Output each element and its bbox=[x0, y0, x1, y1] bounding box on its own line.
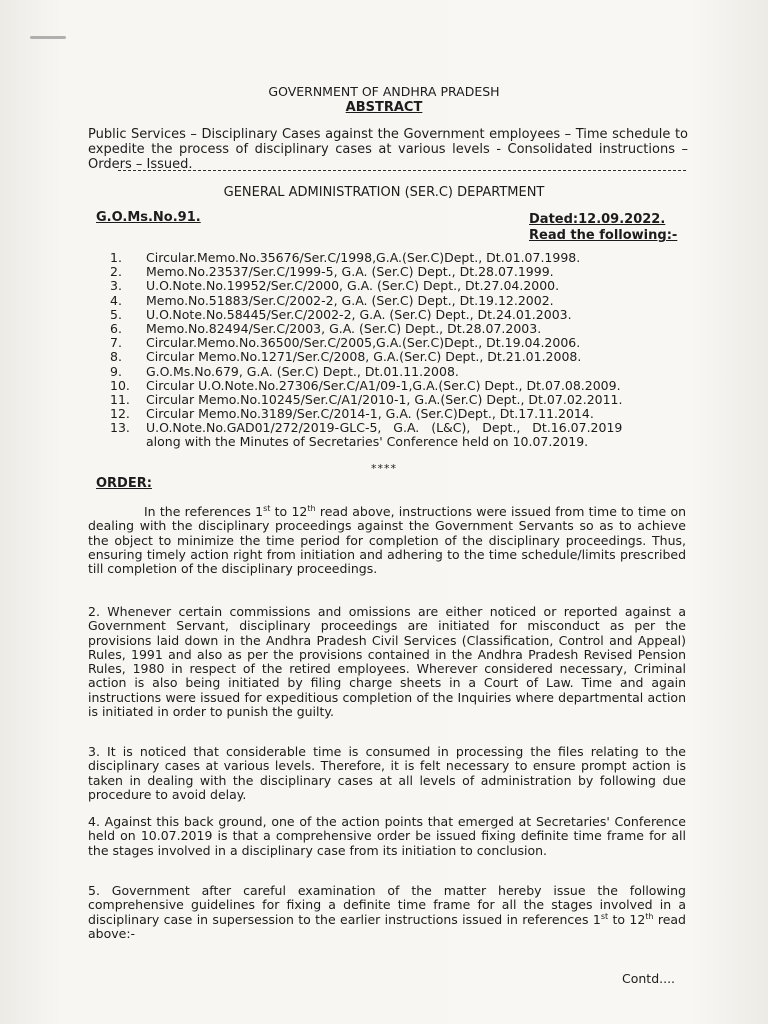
reference-number: 2. bbox=[110, 264, 122, 280]
reference-text: Circular U.O.Note.No.27306/Ser.C/A1/09-1,G.A.(Ser.C) Dept., Dt.07.08.2009. bbox=[146, 377, 621, 393]
reference-text: U.O.Note.No.19952/Ser.C/2000, G.A. (Ser.C) Dept., Dt.27.04.2000. bbox=[146, 278, 560, 294]
reference-number: 11. bbox=[110, 391, 130, 407]
reference-item bbox=[110, 308, 710, 322]
reference-number: 7. bbox=[110, 335, 122, 351]
reference-item bbox=[110, 379, 710, 393]
government-title: GOVERNMENT OF ANDHRA PRADESH bbox=[268, 84, 500, 99]
reference-list bbox=[110, 251, 710, 450]
reference-text: Circular Memo.No.1271/Ser.C/2008, G.A.(Ser.C) Dept., Dt.21.01.2008. bbox=[146, 349, 582, 365]
p1-text-b: to 12 bbox=[270, 504, 308, 519]
reference-number: 6. bbox=[110, 320, 122, 336]
abstract-heading: ABSTRACT bbox=[345, 100, 423, 115]
reference-text: Memo.No.23537/Ser.C/1999-5, G.A. (Ser.C) Dept., Dt.28.07.1999. bbox=[146, 264, 554, 280]
dashed-separator bbox=[118, 170, 686, 171]
subject-text: Public Services – Disciplinary Cases against the Government employees – Time schedule to expedite the process of disciplinary cases at various levels - Consolidated instructions – Orders – Issued. bbox=[88, 127, 688, 172]
reference-number: 12. bbox=[110, 406, 130, 422]
reference-number: 3. bbox=[110, 278, 122, 294]
reference-number: 1. bbox=[110, 250, 122, 265]
reference-item bbox=[110, 421, 710, 435]
reference-item bbox=[110, 393, 710, 407]
reference-item bbox=[110, 365, 710, 379]
reference-number: 13. bbox=[110, 420, 130, 436]
reference-item bbox=[110, 322, 710, 336]
reference-text: Circular.Memo.No.35676/Ser.C/1998,G.A.(Ser.C)Dept., Dt.01.07.1998. bbox=[146, 250, 581, 265]
scan-mark bbox=[30, 36, 66, 39]
separator-stars: **** bbox=[371, 462, 397, 475]
reference-item bbox=[110, 279, 710, 293]
reference-number: 9. bbox=[110, 363, 122, 379]
reference-text: G.O.Ms.No.679, G.A. (Ser.C) Dept., Dt.01.11.2008. bbox=[146, 363, 459, 379]
reference-text: Circular Memo.No.3189/Ser.C/2014-1, G.A. (Ser.C)Dept., Dt.17.11.2014. bbox=[146, 406, 594, 422]
p5-text-b: to 12 bbox=[608, 911, 646, 927]
reference-item bbox=[110, 251, 710, 265]
dated-block bbox=[529, 212, 709, 244]
order-paragraph-2: 2. Whenever certain commissions and omissions are either noticed or reported against a Government Servant, disciplinary proceedings are initiated for misconduct as per the provisions laid down in the Andhra Pradesh Civil Services (Classification, Control and Appeal) Rules, 1991 and also as per the provisions contained in the Andhra Pradesh Revised Pension Rules, 1980 in respect of the retired employees. Wherever considered necessary, Criminal action is also being initiated by filing charge sheets in a Court of Law. Time and again instructions were issued for expeditious completion of the Inquiries where departmental action is initiated in order to punish the guilty. bbox=[88, 604, 686, 720]
reference-text: Circular.Memo.No.36500/Ser.C/2005,G.A.(Ser.C)Dept., Dt.19.04.2006. bbox=[146, 335, 581, 351]
reference-item bbox=[110, 407, 710, 421]
reference-text: Memo.No.51883/Ser.C/2002-2, G.A. (Ser.C) Dept., Dt.19.12.2002. bbox=[146, 292, 554, 308]
reference-item bbox=[110, 336, 710, 350]
reference-item bbox=[110, 265, 710, 279]
order-paragraph-3: 3. It is noticed that considerable time is consumed in processing the files relating to the disciplinary cases at various levels. Therefore, it is felt necessary to ensure prompt action is taken in dealing with the disciplinary cases at all levels of administration by following due procedure to avoid delay. bbox=[88, 744, 686, 802]
reference-text: U.O.Note.No.58445/Ser.C/2002-2, G.A. (Ser.C) Dept., Dt.24.01.2003. bbox=[146, 306, 572, 322]
order-paragraph-5 bbox=[88, 884, 686, 941]
order-heading: ORDER: bbox=[96, 476, 152, 491]
p1-sup-2: th bbox=[307, 503, 316, 513]
department-name: GENERAL ADMINISTRATION (SER.C) DEPARTMENT bbox=[223, 185, 545, 200]
read-following-line: Read the following:- bbox=[529, 228, 678, 243]
p1-sup-1: st bbox=[263, 503, 271, 513]
reference-item bbox=[110, 350, 710, 364]
reference-text: Memo.No.82494/Ser.C/2003, G.A. (Ser.C) Dept., Dt.28.07.2003. bbox=[146, 320, 542, 336]
reference-number: 8. bbox=[110, 349, 122, 365]
reference-text: U.O.Note.No.GAD01/272/2019-GLC-5, G.A. (L&C), Dept., Dt.16.07.2019 bbox=[146, 420, 623, 436]
go-number: G.O.Ms.No.91. bbox=[96, 210, 201, 225]
reference-continuation-text: along with the Minutes of Secretaries' Conference held on 10.07.2019. bbox=[146, 434, 589, 450]
p1-text-a: In the references 1 bbox=[144, 504, 264, 519]
p5-sup-1: st bbox=[600, 911, 609, 921]
reference-text: Circular Memo.No.10245/Ser.C/A1/2010-1, G.A.(Ser.C) Dept., Dt.07.02.2011. bbox=[146, 391, 623, 407]
p5-sup-2: th bbox=[645, 911, 654, 921]
reference-number: 10. bbox=[110, 377, 130, 393]
p5-text-c: read above:- bbox=[88, 911, 686, 941]
p1-text-c: read above, instructions were issued from time to time on dealing with the disciplinary proceedings against the Government Servants so as to achieve the object to minimize the time period for completion of the disciplinary proceedings. Thus, ensuring timely action right from initiation and adhering to the time schedule/limits prescribed till completion of the disciplinary proceedings. bbox=[88, 504, 687, 577]
reference-item bbox=[110, 294, 710, 308]
reference-number: 5. bbox=[110, 306, 122, 322]
continued-label: Contd.... bbox=[622, 971, 676, 986]
order-paragraph-4: 4. Against this back ground, one of the action points that emerged at Secretaries' Conference held on 10.07.2019 is that a comprehensive order be issued fixing definite time frame for all the stages involved in a disciplinary case from its initiation to conclusion. bbox=[88, 814, 686, 858]
p5-text-a: 5. Government after careful examination of the matter hereby issue the following comprehensive guidelines for fixing a definite time frame for all the stages involved in a disciplinary case in supersession to the earlier instructions issued in references 1 bbox=[88, 883, 686, 927]
date-line: Dated:12.09.2022. bbox=[529, 212, 666, 227]
order-paragraph-1 bbox=[88, 505, 686, 576]
reference-number: 4. bbox=[110, 292, 122, 308]
reference-continuation bbox=[110, 435, 710, 449]
